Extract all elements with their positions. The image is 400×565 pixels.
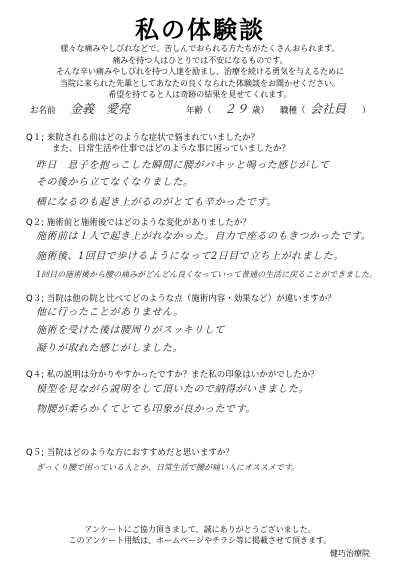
answer-4-line-1: 模型を見ながら説明をして頂いたので納得がいきました。	[36, 384, 309, 395]
footer-line: アンケートにご協力頂きまして、誠にありがとうございました。	[84, 525, 316, 534]
clinic-name: 健巧治療院	[330, 549, 370, 558]
question-text: Q３; 当院は他の院と比べてどのような点（施術内容・効果など）が違いますか？	[26, 294, 336, 304]
answer-3-line-1: 他に行ったことがありません。	[36, 307, 184, 318]
answer-1-line-1: 昨日 息子を抱っこした瞬間に腰がバキッと鳴った感じがして	[36, 160, 330, 171]
question-3	[26, 294, 386, 305]
question-2	[26, 218, 386, 229]
question-text: Q２; 施術前と施術後ではどのような変化がありましたか？	[26, 218, 251, 228]
age-label: 年齢（	[186, 106, 212, 116]
question-text: Q４; 私の説明は分かりやすかったですか？また私の印象はいかがでしたか？	[26, 370, 319, 380]
page-title: 私の体験談	[135, 16, 265, 44]
question-5	[26, 448, 386, 459]
question-text: Q１; 来院される前はどのような症状で悩まれていましたか？	[26, 133, 260, 143]
answer-1-line-3: 横になるのも起き上がるのがとても辛かったです。	[36, 197, 277, 208]
answer-2-line-3: 1回目の施術後から腰の痛みがどんどん良くなっていって普通の生活に戻ることができました。	[36, 270, 378, 279]
intro-text	[40, 43, 360, 101]
answer-3-line-2: 施術を受けた後は腰周りがスッキリして	[36, 325, 225, 336]
age-value: ２９	[224, 102, 249, 116]
footer-line: このアンケート用紙は、ホームページやチラシ等に掲載させて頂きます。	[68, 536, 332, 545]
answer-2-line-2: 施術後、1回目で歩けるようになって2日目で立ち上がれました。	[36, 251, 344, 262]
intro-line: そんな辛い痛みやしびれを持つ人達を励まし、治療を続ける勇気を与えるために	[56, 67, 344, 76]
answer-3-line-3: 凝りが取れた感じがしました。	[36, 343, 183, 354]
name-label: お名前	[30, 106, 56, 116]
intro-line: 当院に来られた先輩としてあなたの良くなられた体験談をお聞かせください。	[60, 78, 340, 88]
job-value: 会社員	[310, 102, 347, 116]
name-value: 金義 愛亮	[70, 102, 131, 116]
answer-4-line-2: 物腰が柔らかくてとても印象が良かったです。	[36, 404, 256, 415]
question-1	[26, 133, 386, 155]
question-text: Q５; 当院はどのような方におすすめだと思いますか？	[26, 448, 234, 458]
answer-5-line-1: ぎっくり腰で困っている人とか、日常生活で腰が痛い人にオススメです。	[36, 463, 300, 472]
answer-1-line-2: その後から立てなくなりました。	[36, 177, 194, 188]
question-subtext: また、日常生活や仕事ではどのような事に困っていましたか？	[52, 144, 291, 154]
answer-2-line-1: 施術前は１人で起き上がれなかった。自力で座るのもきつかったです。	[36, 231, 372, 242]
footer-text	[0, 524, 400, 546]
intro-line: 痛みを持つ人はひとりでは不安になるものです。	[112, 55, 288, 65]
job-label: 職種（	[280, 106, 306, 116]
intro-line: 様々な痛みやしびれなどで、苦しんでおられる方たちがたくさんおられます。	[60, 44, 340, 53]
job-suffix: ）	[362, 106, 371, 116]
age-suffix: 歳）	[252, 106, 270, 116]
question-4	[26, 370, 386, 381]
respondent-info	[0, 104, 400, 124]
intro-line: 希望を持てると人は奇跡の結果を見せてくれます。	[108, 90, 292, 99]
